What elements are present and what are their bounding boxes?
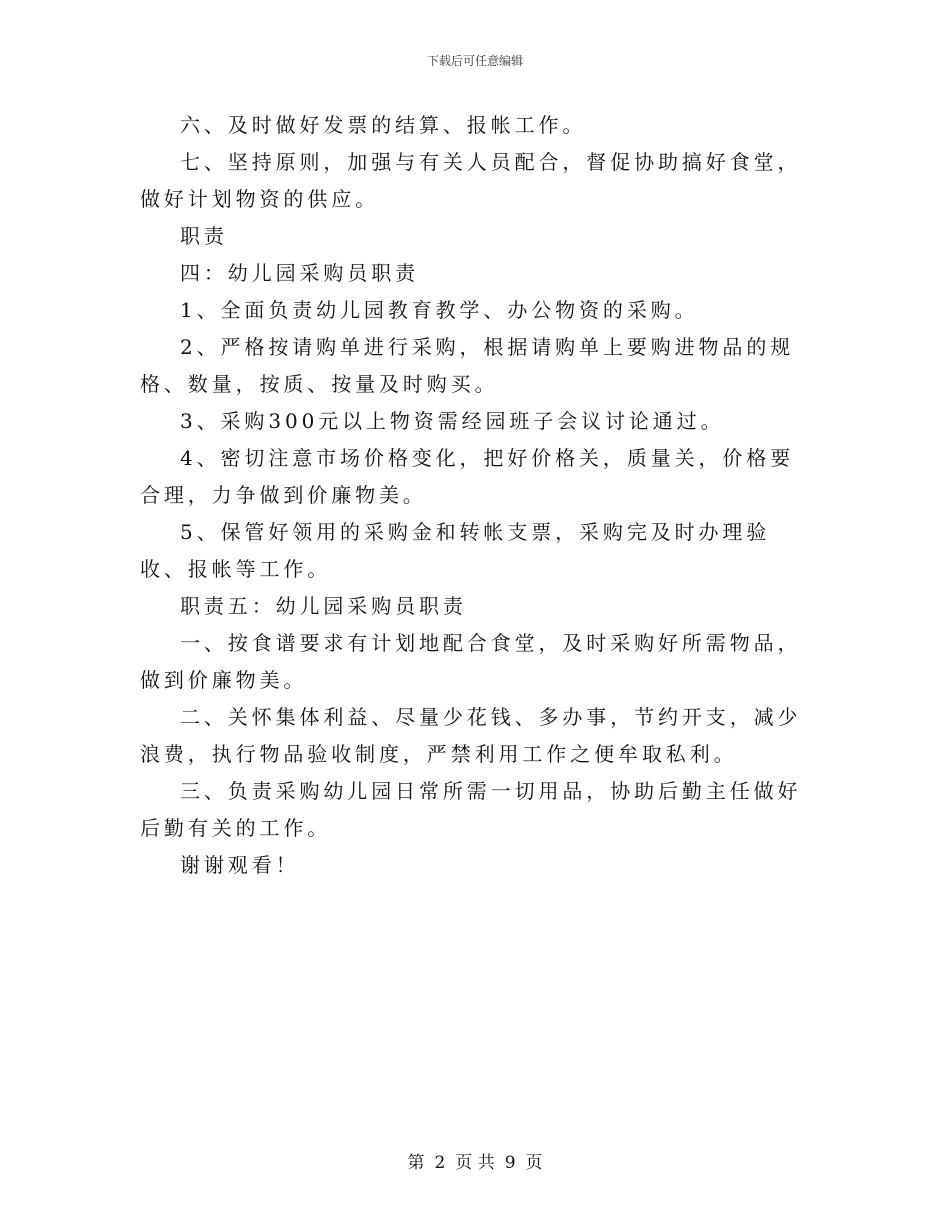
page-number: 2 (434, 1153, 446, 1173)
page-header (0, 53, 950, 69)
paragraph: 二、关怀集体利益、尽量少花钱、多办事，节约开支，减少浪费，执行物品验收制度，严禁利用工作之便牟取私利。 (140, 705, 802, 766)
paragraph: 一、按食谱要求有计划地配合食堂，及时采购好所需物品，做到价廉物美。 (140, 631, 802, 692)
paragraph: 七、坚持原则，加强与有关人员配合，督促协助搞好食堂，做好计划物资的供应。 (140, 150, 802, 211)
paragraph: 谢谢观看！ (180, 853, 300, 877)
page-footer-middle: 页 共 (455, 1153, 495, 1173)
paragraph: 3、采购300元以上物资需经园班子会议讨论通过。 (180, 409, 725, 433)
document-body (140, 107, 812, 884)
page-footer-suffix: 页 (525, 1153, 543, 1173)
paragraph: 5、保管好领用的采购金和转帐支票，采购完及时办理验收、报帐等工作。 (140, 520, 771, 581)
page-total: 9 (504, 1153, 516, 1173)
paragraph: 2、严格按请购单进行采购，根据请购单上要购进物品的规格、数量，按质、按量及时购买。 (140, 335, 795, 396)
page-footer-prefix: 第 (407, 1153, 425, 1173)
paragraph: 六、及时做好发票的结算、报帐工作。 (180, 113, 587, 137)
paragraph: 职责 (180, 224, 228, 248)
page-header-text: 下载后可任意编辑 (426, 54, 523, 68)
paragraph: 4、密切注意市场价格变化，把好价格关，质量关，价格要合理，力争做到价廉物美。 (140, 446, 795, 507)
page-footer (0, 1152, 950, 1174)
paragraph: 1、全面负责幼儿园教育教学、办公物资的采购。 (180, 298, 699, 322)
paragraph: 职责五：幼儿园采购员职责 (180, 594, 467, 618)
paragraph: 三、负责采购幼儿园日常所需一切用品，协助后勤主任做好后勤有关的工作。 (140, 779, 802, 840)
paragraph: 四：幼儿园采购员职责 (180, 261, 419, 285)
